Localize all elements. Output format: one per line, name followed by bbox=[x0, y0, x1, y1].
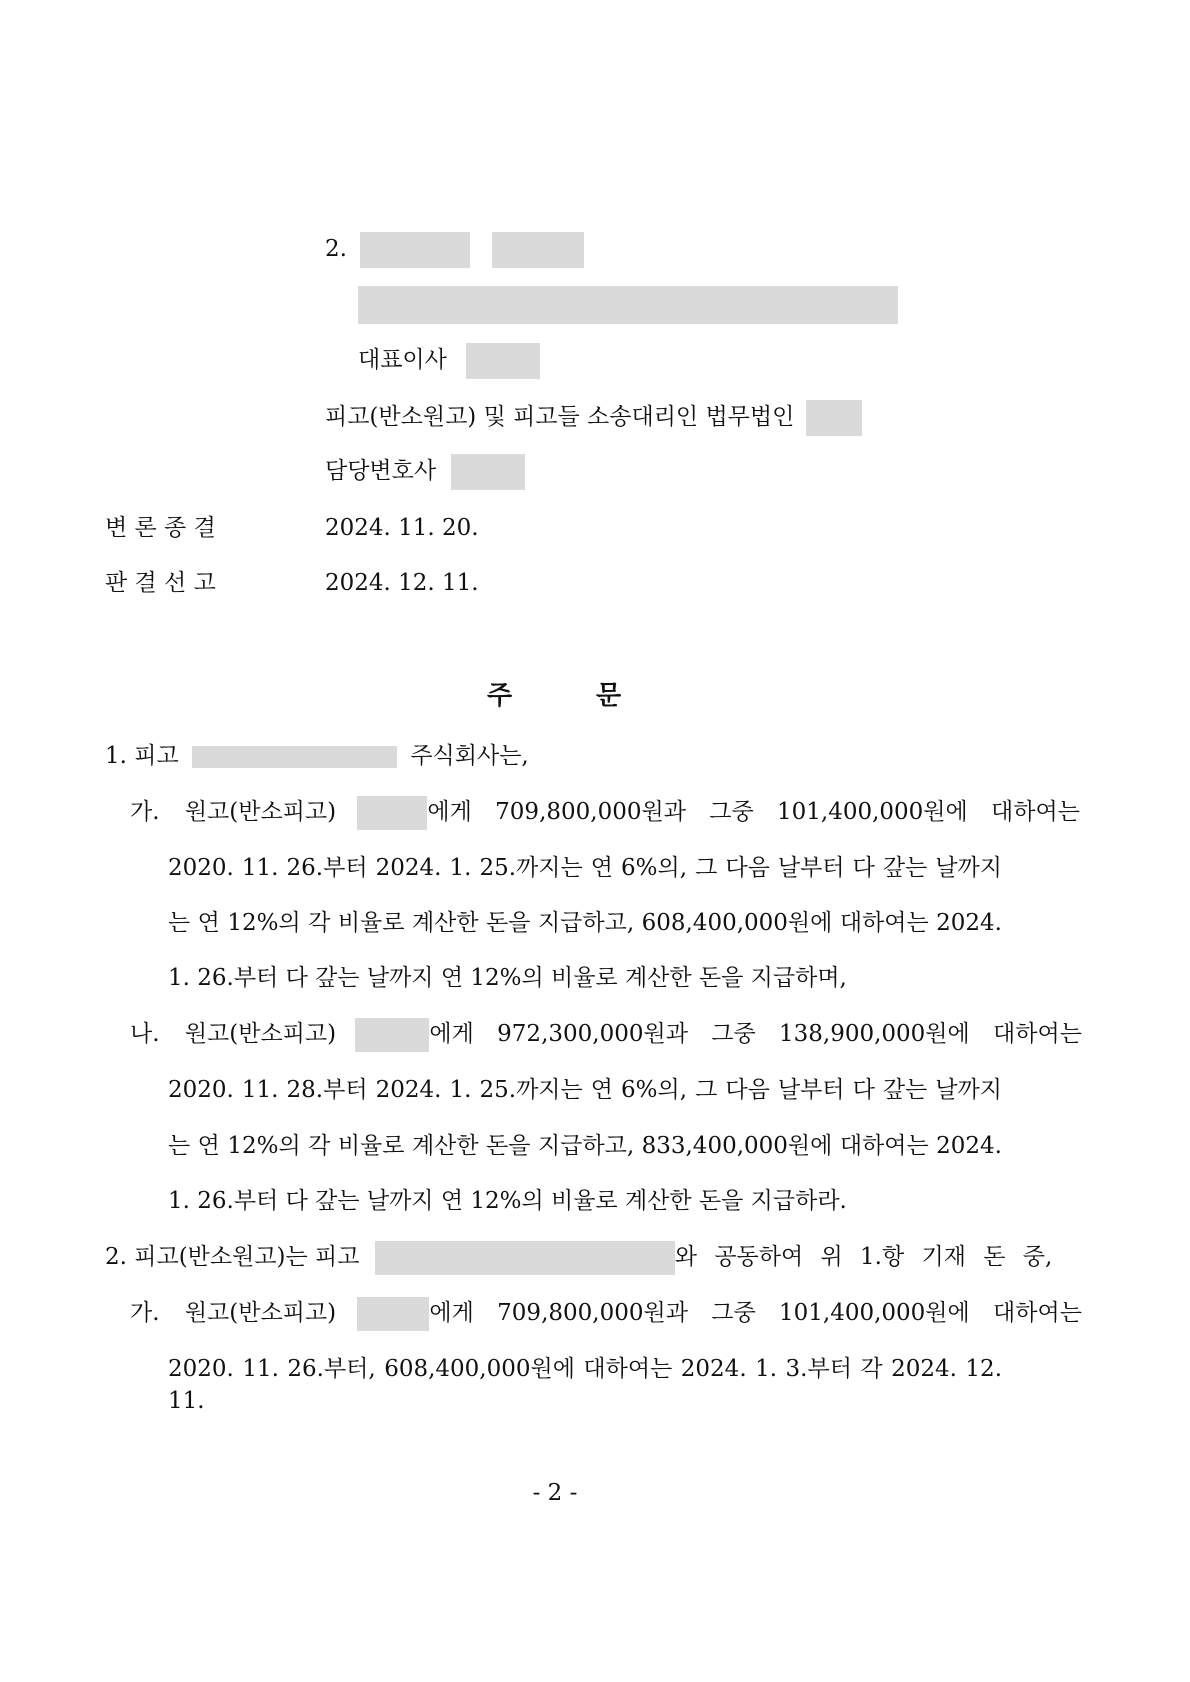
order-item-1a-line-1 bbox=[130, 796, 1080, 830]
attorney-label: 담당변호사 bbox=[325, 458, 437, 484]
marker-1a: 가. bbox=[130, 799, 160, 825]
order-item-1b-line-2: 2020. 11. 28.부터 2024. 1. 25.까지는 연 6%의, 그 다음 날부터 다 갚는 날까지 bbox=[168, 1077, 1002, 1103]
redacted-co-defendant bbox=[375, 1241, 675, 1275]
judgment-label: 판 결 선 고 bbox=[105, 570, 216, 596]
order-item-1-suffix: 주식회사는, bbox=[410, 743, 529, 769]
text-2a: 에게 709,800,000원과 그중 101,400,000원에 대하여는 bbox=[429, 1300, 1082, 1326]
redacted-defendant-company bbox=[192, 746, 397, 768]
redacted-party-name bbox=[360, 232, 470, 268]
order-item-2-heading bbox=[105, 1241, 1052, 1275]
redacted-plaintiff-2a bbox=[357, 1297, 429, 1331]
party-number bbox=[325, 232, 584, 268]
order-item-1b-line-4: 1. 26.부터 다 갚는 날까지 연 12%의 비율로 계산한 돈을 지급하라. bbox=[168, 1188, 847, 1214]
text-1b: 에게 972,300,000원과 그중 138,900,000원에 대하여는 bbox=[429, 1021, 1082, 1047]
redacted-plaintiff-1a bbox=[357, 796, 427, 830]
marker-1b: 나. bbox=[130, 1021, 160, 1047]
order-item-1b-line-3: 는 연 12%의 각 비율로 계산한 돈을 지급하고, 833,400,000원에 대하여는 2024. bbox=[168, 1133, 1002, 1159]
marker-2a: 가. bbox=[130, 1300, 160, 1326]
closing-date: 2024. 11. 20. bbox=[325, 515, 479, 541]
order-item-1a-line-3: 는 연 12%의 각 비율로 계산한 돈을 지급하고, 608,400,000원에 대하여는 2024. bbox=[168, 910, 1002, 936]
order-title-right: 문 bbox=[596, 681, 624, 711]
order-item-1-prefix: 1. 피고 bbox=[105, 743, 179, 769]
order-item-2a-line-2: 2020. 11. 26.부터, 608,400,000원에 대하여는 2024. 1. 3.부터 각 2024. 12. 11. bbox=[168, 1356, 1002, 1414]
order-item-1a-line-2: 2020. 11. 26.부터 2024. 1. 25.까지는 연 6%의, 그 다음 날부터 다 갚는 날까지 bbox=[168, 855, 1002, 881]
redacted-law-firm bbox=[806, 400, 862, 436]
page-number: - 2 - bbox=[532, 1480, 578, 1506]
redacted-ceo-name bbox=[466, 343, 540, 379]
party-label-2a: 원고(반소피고) bbox=[184, 1300, 337, 1326]
closing-label: 변 론 종 결 bbox=[105, 515, 216, 541]
order-item-2-suffix: 와 공동하여 위 1.항 기재 돈 중, bbox=[674, 1244, 1053, 1270]
party-address bbox=[358, 286, 898, 324]
counsel-line bbox=[325, 400, 862, 436]
party-number-text: 2. bbox=[325, 236, 347, 262]
redacted-address bbox=[358, 286, 898, 324]
ceo-line bbox=[358, 343, 540, 379]
counsel-text: 피고(반소원고) 및 피고들 소송대리인 법무법인 bbox=[325, 404, 795, 430]
ceo-label: 대표이사 bbox=[358, 347, 447, 373]
judgment-date: 2024. 12. 11. bbox=[325, 570, 479, 596]
party-label-1a: 원고(반소피고) bbox=[184, 799, 337, 825]
redacted-plaintiff-1b bbox=[355, 1018, 429, 1052]
text-1a: 에게 709,800,000원과 그중 101,400,000원에 대하여는 bbox=[427, 799, 1080, 825]
attorney-line bbox=[325, 454, 525, 490]
order-item-2-prefix: 2. 피고(반소원고)는 피고 bbox=[105, 1244, 360, 1270]
order-title-left: 주 bbox=[487, 681, 515, 711]
party-label-1b: 원고(반소피고) bbox=[184, 1021, 337, 1047]
order-item-2a-line-1 bbox=[130, 1297, 1082, 1331]
order-item-1a-line-4: 1. 26.부터 다 갚는 날까지 연 12%의 비율로 계산한 돈을 지급하며, bbox=[168, 965, 847, 991]
redacted-attorney-name bbox=[451, 454, 525, 490]
redacted-party-name-2 bbox=[492, 232, 584, 268]
order-item-1b-line-1 bbox=[130, 1018, 1082, 1052]
order-item-1-heading bbox=[105, 740, 529, 772]
